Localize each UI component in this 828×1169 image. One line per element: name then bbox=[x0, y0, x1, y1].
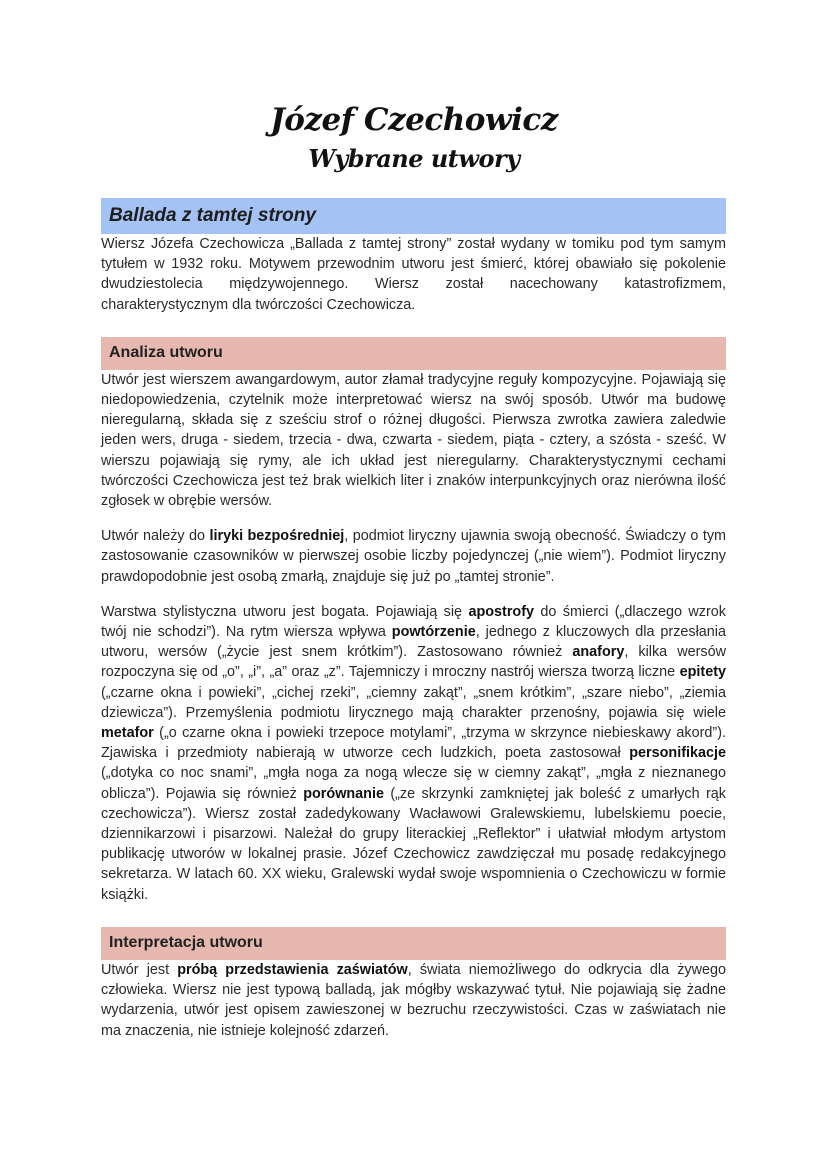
paragraph-interpretacja bbox=[101, 960, 726, 1041]
paragraph-analiza-1 bbox=[101, 370, 726, 511]
text-segment: Utwór należy do bbox=[101, 528, 210, 545]
section-heading-text: Analiza utworu bbox=[109, 344, 223, 362]
bold-term: próbą przedstawienia zaświatów bbox=[177, 961, 408, 978]
text-segment: („ze skrzynki zamkniętej jak boleść z umarłych rąk czechowicza”). Wiersz został zadedykowany Wacławowi Gralewskiemu, lubelskiemu poecie, dziennikarzowi i pisarzowi. Należał do grupy literackiej „Reflektor” i ułatwiał młodym artystom publikację utworów w lokalnej prasie. Józef Czechowicz zawdzięczał mu posadę redakcyjnego sekretarza. W latach 60. XX wieku, Gralewski wydał swoje wspomnienia o Czechowiczu w formie książki. bbox=[101, 785, 726, 903]
bold-term: powtórzenie bbox=[391, 624, 476, 641]
text-segment: , jednego z kluczowych dla przesłania utworu, wersów („życie jest snem krótkim”). Zastosowano również bbox=[101, 624, 726, 661]
bold-term: epitety bbox=[679, 664, 726, 681]
bold-term: metafor bbox=[101, 725, 154, 742]
text-segment: Warstwa stylistyczna utworu jest bogata. Pojawiają się bbox=[101, 603, 469, 620]
section-heading-ballada bbox=[101, 198, 726, 234]
text-segment: , kilka wersów rozpoczyna się od „o”, „i”, „a” oraz „z”. Tajemniczy i mroczny nastrój wiersza tworzą liczne bbox=[101, 644, 727, 681]
paragraph-analiza-3 bbox=[101, 602, 726, 905]
title-block bbox=[0, 98, 828, 176]
text-segment: Utwór jest wierszem awangardowym, autor złamał tradycyjne reguły kompozycyjne. Pojawiają się niedopowiedzenia, czytelnik może interpretować wiersz na swój sposób. Utwór ma budowę nieregularną, składa się z sześciu strof o różnej długości. Pierwsza zwrotka zawiera zaledwie jeden wers, druga - siedem, trzecia - dwa, czwarta - siedem, piąta - cztery, a szósta - sześć. W wierszu pojawiają się rymy, ale ich układ jest nieregularny. Charakterystycznymi cechami twórczości Czechowicza jest też brak wielkich liter i znaków interpunkcyjnych oraz nierówna ilość zgłosek w obrębie wersów. bbox=[101, 371, 726, 510]
paragraph-intro bbox=[101, 234, 726, 315]
text-segment: („dotyka co noc snami”, „mgła noga za nogą wlecze się w ciemny zakąt”, „mgła z nieznanego oblicza”). Pojawia się również bbox=[101, 765, 726, 802]
bold-term: porównanie bbox=[303, 785, 384, 802]
page-subtitle: Wybrane utwory bbox=[308, 144, 520, 173]
page-title: Józef Czechowicz bbox=[270, 102, 558, 138]
text-segment: Wiersz Józefa Czechowicza „Ballada z tamtej strony” został wydany w tomiku pod tym samym tytułem w 1932 roku. Motywem przewodnim utworu jest śmierć, której obawiało się pokolenie dwudziestolecia międzywojennego. Wiersz został nacechowany katastrofizmem, charakterystycznym dla twórczości Czechowicza. bbox=[101, 236, 726, 313]
section-heading-text: Ballada z tamtej strony bbox=[109, 205, 316, 226]
text-segment: do śmierci („dlaczego wzrok twój nie schodzi”). Na rytm wiersza wpływa bbox=[101, 603, 726, 641]
bold-term: anafory bbox=[572, 644, 625, 661]
text-segment: („czarne okna i powieki”, „cichej rzeki”, „ciemny zakąt”, „snem krótkim”, „szare niebo”, „ziemia dziewicza”). Przemyślenia podmiotu lirycznego mają charakter przenośny, pojawia się wiele bbox=[101, 684, 726, 721]
section-heading-text: Interpretacja utworu bbox=[109, 934, 263, 952]
text-segment: Utwór jest bbox=[101, 961, 178, 978]
paragraph-analiza-2 bbox=[101, 526, 726, 587]
text-segment: („o czarne okna i powieki trzepoce motylami”, „trzyma w skrzynce niebieskawy akord”). Zjawiska i przedmioty nabierają w utworze cech ludzkich, poeta zastosował bbox=[101, 725, 726, 762]
text-segment: , podmiot liryczny ujawnia swoją obecność. Świadczy o tym zastosowanie czasowników w pierwszej osobie liczby pojedynczej („nie wiem”). Podmiot liryczny prawdopodobnie jest osobą zmarłą, znajduje się już po „tamtej stronie”. bbox=[101, 528, 727, 585]
section-heading-analiza bbox=[101, 337, 726, 370]
bold-term: personifikacje bbox=[629, 745, 726, 762]
section-heading-interpretacja bbox=[101, 927, 726, 960]
document-body bbox=[101, 198, 726, 1041]
bold-term: apostrofy bbox=[468, 603, 535, 620]
bold-term: liryki bezpośredniej bbox=[209, 528, 345, 545]
text-segment: , świata niemożliwego do odkrycia dla żywego człowieka. Wiersz nie jest typową balladą, jak mógłby wskazywać tytuł. Nie pojawiają się żadne wydarzenia, utwór jest opisem zawieszonej w bezruchu rzeczywistości. Czas w zaświatach nie ma znaczenia, nie istnieje kolejność zdarzeń. bbox=[101, 961, 726, 1039]
